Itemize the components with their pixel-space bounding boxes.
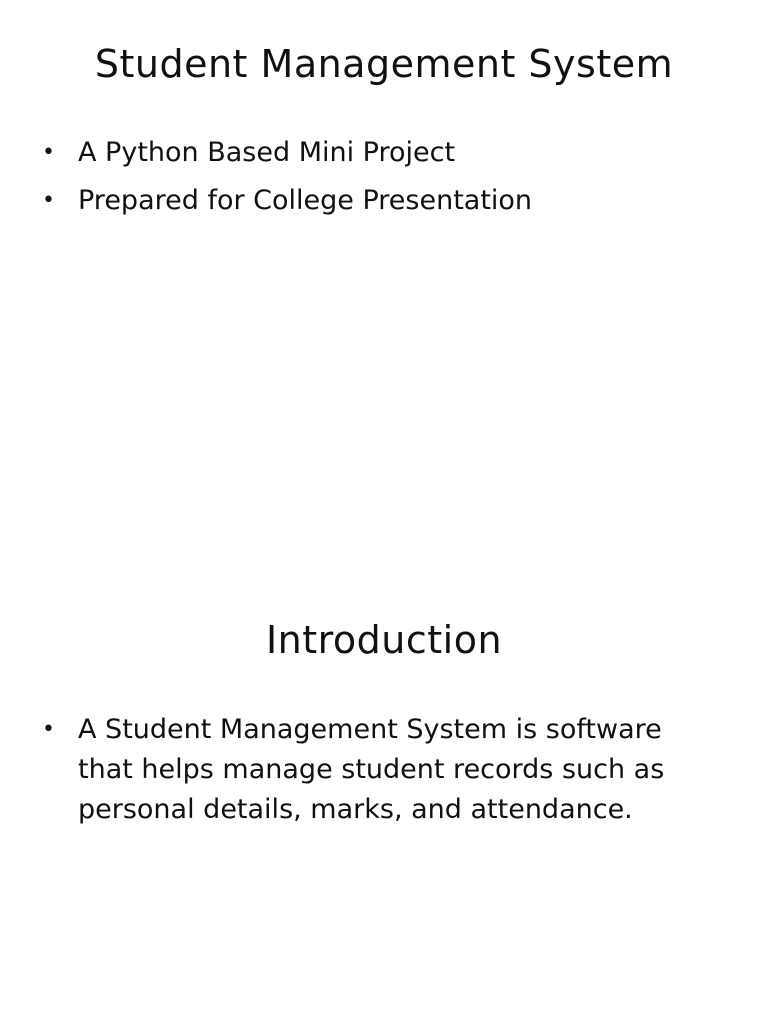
slide-title: Student Management System xyxy=(94,42,674,86)
bullet-list xyxy=(42,133,722,229)
bullet-icon: • xyxy=(42,140,55,165)
bullet-text: Prepared for College Presentation xyxy=(78,185,533,216)
bullet-icon: • xyxy=(42,717,55,742)
list-item xyxy=(42,181,722,221)
slide-title: Introduction xyxy=(265,618,503,662)
bullet-icon: • xyxy=(42,188,55,213)
bullet-text: A Python Based Mini Project xyxy=(78,137,456,168)
bullet-text: A Student Management System is software that helps manage student records such as personal details, marks, and attendance. xyxy=(78,714,665,825)
list-item xyxy=(42,133,722,173)
slide-introduction xyxy=(0,512,768,1024)
list-item xyxy=(42,710,682,830)
bullet-list xyxy=(42,710,682,838)
